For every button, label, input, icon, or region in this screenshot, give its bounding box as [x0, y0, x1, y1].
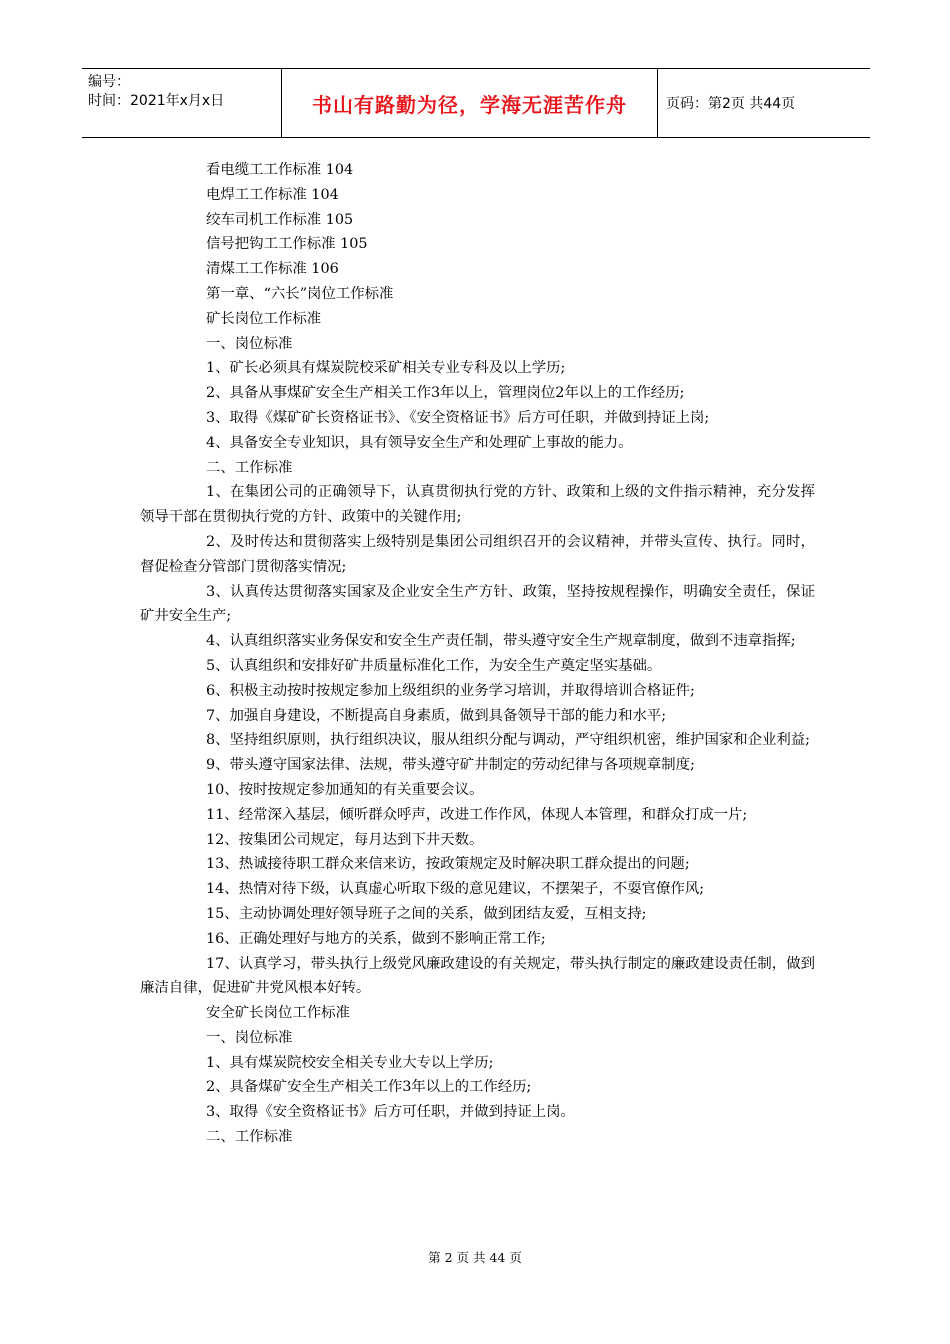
paragraph: 信号把钩工工作标准 105 [206, 236, 368, 253]
paragraph: 2、具备从事煤矿安全生产相关工作3年以上，管理岗位2年以上的工作经历; [206, 385, 685, 402]
paragraph: 3、取得《煤矿矿长资格证书》、《安全资格证书》后方可任职，并做到持证上岗; [206, 409, 710, 426]
paragraph: 5、认真组织和安排好矿井质量标准化工作，为安全生产奠定坚实基础。 [206, 657, 662, 674]
paragraph: 2、具备煤矿安全生产相关工作3年以上的工作经历; [206, 1079, 532, 1096]
document-body [140, 158, 815, 1150]
paragraph: 12、按集团公司规定，每月达到下井天数。 [206, 831, 484, 848]
paragraph: 10、按时按规定参加通知的有关重要会议。 [206, 781, 484, 798]
paragraph: 1、矿长必须具有煤炭院校采矿相关专业专科及以上学历; [206, 360, 566, 377]
subsection-heading: 一、岗位标准 [206, 335, 293, 352]
paragraph: 4、具备安全专业知识，具有领导安全生产和处理矿上事故的能力。 [206, 434, 633, 451]
subsection-heading: 二、工作标准 [206, 459, 293, 476]
header-meta [82, 69, 282, 137]
subsection-heading: 一、岗位标准 [206, 1029, 293, 1046]
paragraph: 3、取得《安全资格证书》后方可任职，并做到持证上岗。 [206, 1104, 575, 1121]
paragraph: 1、在集团公司的正确领导下，认真贯彻执行党的方针、政策和上级的文件指示精神，充分发挥领导干部在贯彻执行党的方针、政策中的关键作用; [140, 484, 815, 526]
paragraph: 清煤工工作标准 106 [206, 261, 339, 278]
document-number-label: 编号： [88, 74, 130, 90]
paragraph: 6、积极主动按时按规定参加上级组织的业务学习培训，并取得培训合格证件; [206, 682, 695, 699]
paragraph: 3、认真传达贯彻落实国家及企业安全生产方针、政策，坚持按规程操作，明确安全责任，保证矿井安全生产; [140, 583, 815, 625]
paragraph: 1、具有煤炭院校安全相关专业大专以上学历; [206, 1054, 494, 1071]
paragraph: 17、认真学习，带头执行上级党风廉政建设的有关规定，带头执行制定的廉政建设责任制，做到廉洁自律，促进矿井党风根本好转。 [140, 955, 815, 997]
paragraph: 9、带头遵守国家法律、法规，带头遵守矿井制定的劳动纪律与各项规章制度; [206, 757, 695, 774]
paragraph: 4、认真组织落实业务保安和安全生产责任制，带头遵守安全生产规章制度，做到不违章指挥; [206, 633, 796, 650]
paragraph: 16、正确处理好与地方的关系，做到不影响正常工作; [206, 930, 546, 947]
paragraph: 绞车司机工作标准 105 [206, 211, 354, 228]
paragraph: 8、坚持组织原则，执行组织决议，服从组织分配与调动，严守组织机密，维护国家和企业利益; [206, 732, 811, 749]
header-motto: 书山有路勤为径，学海无涯苦作舟 [282, 69, 658, 137]
paragraph: 14、热情对待下级，认真虚心听取下级的意见建议，不摆架子，不耍官僚作风; [206, 881, 705, 898]
paragraph: 15、主动协调处理好领导班子之间的关系，做到团结友爱，互相支持; [206, 905, 647, 922]
section-heading: 安全矿长岗位工作标准 [206, 1005, 350, 1022]
subsection-heading: 二、工作标准 [206, 1129, 293, 1146]
document-time-label: 时间：2021年x月x日 [88, 93, 225, 109]
paragraph: 13、热诚接待职工群众来信来访，按政策规定及时解决职工群众提出的问题; [206, 856, 690, 873]
page-header [82, 68, 870, 138]
paragraph: 2、及时传达和贯彻落实上级特别是集团公司组织召开的会议精神，并带头宣传、执行。同时，督促检查分管部门贯彻落实情况; [140, 533, 815, 575]
paragraph: 11、经常深入基层，倾听群众呼声，改进工作作风，体现人本管理，和群众打成一片; [206, 806, 748, 823]
header-page-info: 页码：第2页 共44页 [666, 96, 796, 112]
section-heading: 矿长岗位工作标准 [206, 310, 322, 327]
paragraph: 7、加强自身建设，不断提高自身素质，做到具备领导干部的能力和水平; [206, 707, 667, 724]
chapter-heading: 第一章、“六长”岗位工作标准 [206, 285, 394, 302]
paragraph: 电焊工工作标准 104 [206, 186, 339, 203]
paragraph: 看电缆工工作标准 104 [206, 162, 354, 178]
page-footer: 第 2 页 共 44 页 [428, 1250, 522, 1265]
